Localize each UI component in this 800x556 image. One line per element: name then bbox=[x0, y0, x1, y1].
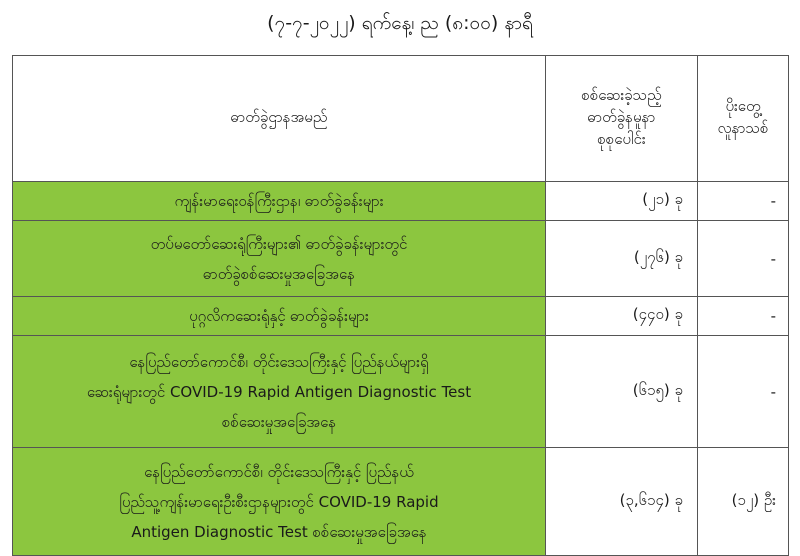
header-new-cases bbox=[698, 56, 789, 182]
header-line: ပိုးတွေ့ bbox=[725, 96, 761, 115]
lab-name-line: ဓာတ်ခွဲစစ်ဆေးမှုအခြေအနေ bbox=[203, 264, 355, 283]
lab-name-line: နေပြည်တော်ကောင်စီ၊ တိုင်းဒေသကြီးနှင့် ပြည်နယ်များရှိ bbox=[129, 352, 429, 371]
lab-name-line: စစ်ဆေးမှုအခြေအနေ bbox=[221, 412, 337, 431]
new-cases-cell: - bbox=[698, 182, 789, 221]
table-row bbox=[13, 182, 789, 221]
new-cases-cell: - bbox=[698, 221, 789, 297]
report-title: (၇-၇-၂၀၂၂) ရက်နေ့၊ ည (၈:၀၀) နာရီ bbox=[267, 12, 533, 34]
table-row bbox=[13, 448, 789, 556]
table-row bbox=[13, 336, 789, 448]
lab-name-cell bbox=[13, 297, 546, 336]
header-line: စုစုပေါင်း bbox=[597, 129, 646, 148]
lab-name-cell bbox=[13, 448, 546, 556]
count-cell: (၂၇၆) ခု bbox=[546, 221, 698, 297]
count-cell: (၂၁) ခု bbox=[546, 182, 698, 221]
count-cell: (၆၁၅) ခု bbox=[546, 336, 698, 448]
lab-name-line: နေပြည်တော်ကောင်စီ၊ တိုင်းဒေသကြီးနှင့် ပြည်နယ် bbox=[144, 462, 414, 481]
new-cases-cell: - bbox=[698, 336, 789, 448]
lab-name-line: Antigen Diagnostic Test စစ်ဆေးမှုအခြေအနေ bbox=[131, 522, 427, 541]
lab-name-cell bbox=[13, 336, 546, 448]
table-row bbox=[13, 221, 789, 297]
lab-name-cell bbox=[13, 221, 546, 297]
lab-name-line: ပုဂ္ဂလိကဆေးရုံနှင့် ဓာတ်ခွဲခန်းများ bbox=[189, 307, 369, 325]
header-line: ဓာတ်ခွဲနမူနာ bbox=[587, 107, 656, 126]
header-lab-name: ဓာတ်ခွဲဌာနအမည် bbox=[13, 56, 546, 182]
count-cell: (၄၄၀) ခု bbox=[546, 297, 698, 336]
lab-name-line: ပြည်သူ့ကျန်းမာရေးဦးစီးဌာနများတွင် COVID-19 Rapid bbox=[119, 492, 439, 511]
header-line: လူနာသစ် bbox=[717, 118, 769, 137]
lab-name-cell bbox=[13, 182, 546, 221]
count-cell: (၃,၆၁၄) ခု bbox=[546, 448, 698, 556]
new-cases-cell: (၁၂) ဦး bbox=[698, 448, 789, 556]
lab-test-table bbox=[12, 55, 789, 556]
header-line: စစ်ဆေးခဲ့သည့် bbox=[581, 85, 662, 104]
table-row bbox=[13, 297, 789, 336]
lab-name-line: ဆေးရုံများတွင် COVID-19 Rapid Antigen Diagnostic Test bbox=[86, 382, 472, 401]
lab-name-line: တပ်မတော်ဆေးရုံကြီးများ၏ ဓာတ်ခွဲခန်းများတွင် bbox=[150, 234, 408, 253]
header-total-tested bbox=[546, 56, 698, 182]
new-cases-cell: - bbox=[698, 297, 789, 336]
table-header-row bbox=[13, 56, 789, 182]
lab-name-line: ကျန်းမာရေးဝန်ကြီးဌာန၊ ဓာတ်ခွဲခန်းများ bbox=[174, 192, 384, 210]
